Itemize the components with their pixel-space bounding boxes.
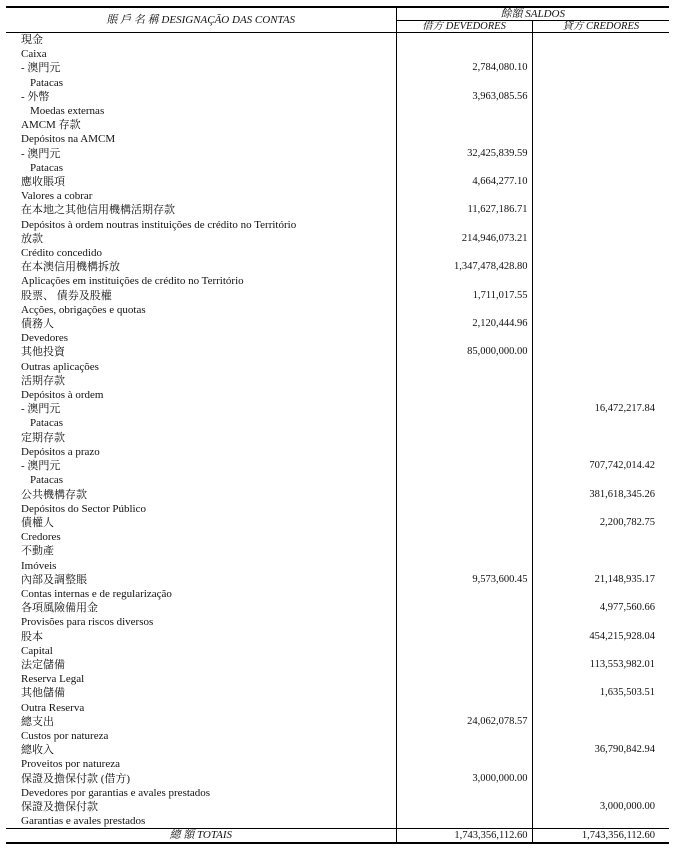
credit-value (532, 260, 669, 274)
debit-value: 1,711,017.55 (396, 289, 532, 303)
credit-value (532, 289, 669, 303)
credit-value (532, 672, 669, 686)
credit-value (532, 729, 669, 743)
account-name: 總支出 (6, 715, 396, 729)
debit-value (396, 132, 532, 146)
table-row (6, 161, 669, 175)
debit-value (396, 502, 532, 516)
account-name: Moedas externas (6, 104, 396, 118)
account-name: 現金 (6, 33, 396, 48)
account-name: Patacas (6, 473, 396, 487)
credit-value (532, 615, 669, 629)
account-name: 債權人 (6, 516, 396, 530)
credit-value (532, 559, 669, 573)
credit-value (532, 33, 669, 48)
credit-value (532, 757, 669, 771)
credit-value (532, 104, 669, 118)
credit-value (532, 416, 669, 430)
debit-value: 214,946,073.21 (396, 232, 532, 246)
table-row (6, 502, 669, 516)
table-row (6, 672, 669, 686)
debit-value: 4,664,277.10 (396, 175, 532, 189)
totals-debit: 1,743,356,112.60 (396, 829, 532, 844)
table-row (6, 473, 669, 487)
table-row (6, 431, 669, 445)
credit-value (532, 175, 669, 189)
debit-value (396, 701, 532, 715)
table-row (6, 644, 669, 658)
table-row (6, 132, 669, 146)
credit-value: 707,742,014.42 (589, 460, 656, 472)
debit-value (396, 274, 532, 288)
credit-value (532, 345, 669, 359)
table-row (6, 289, 669, 303)
credit-value (532, 786, 669, 800)
table-row (6, 701, 669, 715)
account-name: 法定儲備 (6, 658, 396, 672)
table-row (6, 104, 669, 118)
credit-value (532, 118, 669, 132)
table-row (6, 630, 669, 644)
account-name: 保證及擔保付款 (借方) (6, 772, 396, 786)
totals-credit: 1,743,356,112.60 (532, 829, 669, 844)
account-name: Aplicações em instituições de crédito no Território (6, 274, 396, 288)
table-row (6, 203, 669, 217)
account-name: 股本 (6, 630, 396, 644)
account-name: Depósitos à ordem (6, 388, 396, 402)
table-row (6, 218, 669, 232)
credit-value (532, 473, 669, 487)
account-name: Depósitos do Sector Público (6, 502, 396, 516)
account-name: 內部及調整賬 (6, 573, 396, 587)
debit-value: 11,627,186.71 (396, 203, 532, 217)
debit-value (396, 672, 532, 686)
table-row (6, 772, 669, 786)
account-name: - 澳門元 (6, 459, 396, 473)
debit-value (396, 303, 532, 317)
credit-value (532, 161, 669, 175)
account-name: Custos por natureza (6, 729, 396, 743)
account-name: Patacas (6, 76, 396, 90)
account-name: - 澳門元 (6, 147, 396, 161)
credit-value (532, 388, 669, 402)
debit-value (396, 76, 532, 90)
debit-value (396, 104, 532, 118)
account-name: Provisões para riscos diversos (6, 615, 396, 629)
credit-value: 113,553,982.01 (589, 658, 656, 670)
credit-value (532, 76, 669, 90)
debit-value (396, 686, 532, 700)
account-name: 在本地之其他信用機構活期存款 (6, 203, 396, 217)
credit-value (532, 274, 669, 288)
table-row (6, 246, 669, 260)
credit-value (532, 445, 669, 459)
debit-value: 24,062,078.57 (396, 715, 532, 729)
debit-value (396, 360, 532, 374)
debit-value (396, 246, 532, 260)
credit-value (532, 587, 669, 601)
account-name: Caixa (6, 47, 396, 61)
table-row (6, 388, 669, 402)
credit-value (532, 772, 669, 786)
table-row (6, 47, 669, 61)
debit-value (396, 416, 532, 430)
table-row (6, 445, 669, 459)
debit-value (396, 814, 532, 829)
debit-value (396, 630, 532, 644)
debit-value (396, 431, 532, 445)
credit-value (532, 203, 669, 217)
account-name: 公共機構存款 (6, 488, 396, 502)
table-row (6, 90, 669, 104)
account-name: Reserva Legal (6, 672, 396, 686)
totals-row (6, 829, 669, 844)
debit-value (396, 743, 532, 757)
credit-value: 454,215,928.04 (589, 630, 656, 642)
credit-value (532, 502, 669, 516)
credit-value (532, 715, 669, 729)
credit-value (532, 132, 669, 146)
table-row (6, 189, 669, 203)
account-name: - 澳門元 (6, 402, 396, 416)
table-row (6, 402, 669, 416)
table-row (6, 800, 669, 814)
credit-value (532, 47, 669, 61)
table-row (6, 459, 669, 473)
account-name: Valores a cobrar (6, 189, 396, 203)
table-row (6, 544, 669, 558)
account-name: Patacas (6, 416, 396, 430)
debit-value (396, 786, 532, 800)
account-name: Proveitos por natureza (6, 757, 396, 771)
table-row (6, 274, 669, 288)
debit-value: 3,000,000.00 (396, 772, 532, 786)
debit-value (396, 530, 532, 544)
credit-value (532, 331, 669, 345)
debit-value (396, 118, 532, 132)
credit-value (532, 544, 669, 558)
credit-value: 3,000,000.00 (599, 800, 656, 812)
account-name: Depósitos à ordem noutras instituições de crédito no Território (6, 218, 396, 232)
table-row (6, 615, 669, 629)
credit-value (532, 530, 669, 544)
account-name: Outras aplicações (6, 360, 396, 374)
debit-value (396, 615, 532, 629)
account-name: 保證及擔保付款 (6, 800, 396, 814)
debit-value: 2,784,080.10 (396, 61, 532, 75)
debit-value (396, 33, 532, 48)
table-row (6, 715, 669, 729)
table-row (6, 175, 669, 189)
account-name: 各項風險備用金 (6, 601, 396, 615)
debit-value: 32,425,839.59 (396, 147, 532, 161)
debit-value (396, 459, 532, 473)
table-row (6, 416, 669, 430)
account-name: Crédito concedido (6, 246, 396, 260)
credit-value (532, 303, 669, 317)
account-name: 總收入 (6, 743, 396, 757)
table-row (6, 232, 669, 246)
table-row (6, 317, 669, 331)
credit-value (532, 701, 669, 715)
credit-value (532, 644, 669, 658)
debit-value (396, 757, 532, 771)
table-row (6, 814, 669, 829)
account-name: Garantias e avales prestados (6, 814, 396, 829)
table-row (6, 331, 669, 345)
debit-value (396, 402, 532, 416)
account-name: 放款 (6, 232, 396, 246)
account-column-header: 賬 戶 名 稱 DESIGNAÇÃO DAS CONTAS (6, 7, 396, 33)
account-name: 其他儲備 (6, 686, 396, 700)
table-row (6, 786, 669, 800)
totals-label: 總 額 TOTAIS (6, 829, 396, 844)
debit-value (396, 601, 532, 615)
credit-value: 381,618,345.26 (589, 488, 656, 500)
account-name: Patacas (6, 161, 396, 175)
account-name: Imóveis (6, 559, 396, 573)
debit-value (396, 161, 532, 175)
account-rows (6, 33, 669, 829)
credit-value (532, 218, 669, 232)
account-name: 股票、 債券及股權 (6, 289, 396, 303)
table-row (6, 587, 669, 601)
debit-value: 2,120,444.96 (396, 317, 532, 331)
account-name: Devedores por garantias e avales prestados (6, 786, 396, 800)
table-row (6, 573, 669, 587)
credit-value (532, 189, 669, 203)
debit-value (396, 374, 532, 388)
account-name: Capital (6, 644, 396, 658)
debit-value (396, 473, 532, 487)
table-row (6, 260, 669, 274)
debit-value: 1,347,478,428.80 (396, 260, 532, 274)
table-row (6, 686, 669, 700)
debit-value: 9,573,600.45 (396, 573, 532, 587)
credit-value (532, 814, 669, 829)
credit-value: 4,977,560.66 (599, 602, 656, 614)
debit-value (396, 658, 532, 672)
table-row (6, 374, 669, 388)
debit-value (396, 800, 532, 814)
account-name: Depósitos na AMCM (6, 132, 396, 146)
account-name: 活期存款 (6, 374, 396, 388)
credit-value (532, 147, 669, 161)
table-row (6, 729, 669, 743)
account-name: Contas internas e de regularização (6, 587, 396, 601)
credit-value (532, 431, 669, 445)
account-name: 債務人 (6, 317, 396, 331)
debit-value: 85,000,000.00 (396, 345, 532, 359)
debit-value (396, 445, 532, 459)
debit-value (396, 331, 532, 345)
account-name: 在本澳信用機構拆放 (6, 260, 396, 274)
table-row (6, 601, 669, 615)
debit-value (396, 189, 532, 203)
table-row (6, 530, 669, 544)
account-name: Devedores (6, 331, 396, 345)
accounts-table (6, 6, 669, 844)
account-name: - 澳門元 (6, 61, 396, 75)
debit-value (396, 729, 532, 743)
account-name: - 外幣 (6, 90, 396, 104)
table-row (6, 360, 669, 374)
table-row (6, 559, 669, 573)
credit-value (532, 232, 669, 246)
saldos-header: 餘額 SALDOS (396, 7, 669, 21)
debit-value (396, 587, 532, 601)
credit-value (532, 374, 669, 388)
table-row (6, 33, 669, 48)
credit-value (532, 317, 669, 331)
account-name: 不動產 (6, 544, 396, 558)
account-name: 應收賬項 (6, 175, 396, 189)
credit-value (532, 360, 669, 374)
debit-value (396, 388, 532, 402)
credit-column-header: 貸方 CREDORES (532, 21, 669, 33)
table-row (6, 757, 669, 771)
debit-value (396, 559, 532, 573)
credit-value (532, 90, 669, 104)
credit-value: 1,635,503.51 (599, 687, 656, 699)
debit-value (396, 516, 532, 530)
table-row (6, 658, 669, 672)
account-name: 其他投資 (6, 345, 396, 359)
credit-value: 21,148,935.17 (594, 573, 656, 585)
account-name: Outra Reserva (6, 701, 396, 715)
table-row (6, 488, 669, 502)
account-name: 定期存款 (6, 431, 396, 445)
table-row (6, 743, 669, 757)
table-row (6, 516, 669, 530)
credit-value: 2,200,782.75 (599, 516, 656, 528)
debit-value (396, 644, 532, 658)
credit-value (532, 61, 669, 75)
debit-value (396, 47, 532, 61)
account-name: Credores (6, 530, 396, 544)
account-name: AMCM 存款 (6, 118, 396, 132)
debit-value (396, 488, 532, 502)
account-name: Depósitos a prazo (6, 445, 396, 459)
table-row (6, 303, 669, 317)
table-row (6, 118, 669, 132)
table-row (6, 76, 669, 90)
credit-value: 36,790,842.94 (594, 744, 656, 756)
table-row (6, 61, 669, 75)
debit-column-header: 借方 DEVEDORES (396, 21, 532, 33)
account-name: Acções, obrigações e quotas (6, 303, 396, 317)
debit-value (396, 218, 532, 232)
debit-value: 3,963,085.56 (396, 90, 532, 104)
table-row (6, 345, 669, 359)
debit-value (396, 544, 532, 558)
credit-value: 16,472,217.84 (594, 403, 656, 415)
table-row (6, 147, 669, 161)
credit-value (532, 246, 669, 260)
